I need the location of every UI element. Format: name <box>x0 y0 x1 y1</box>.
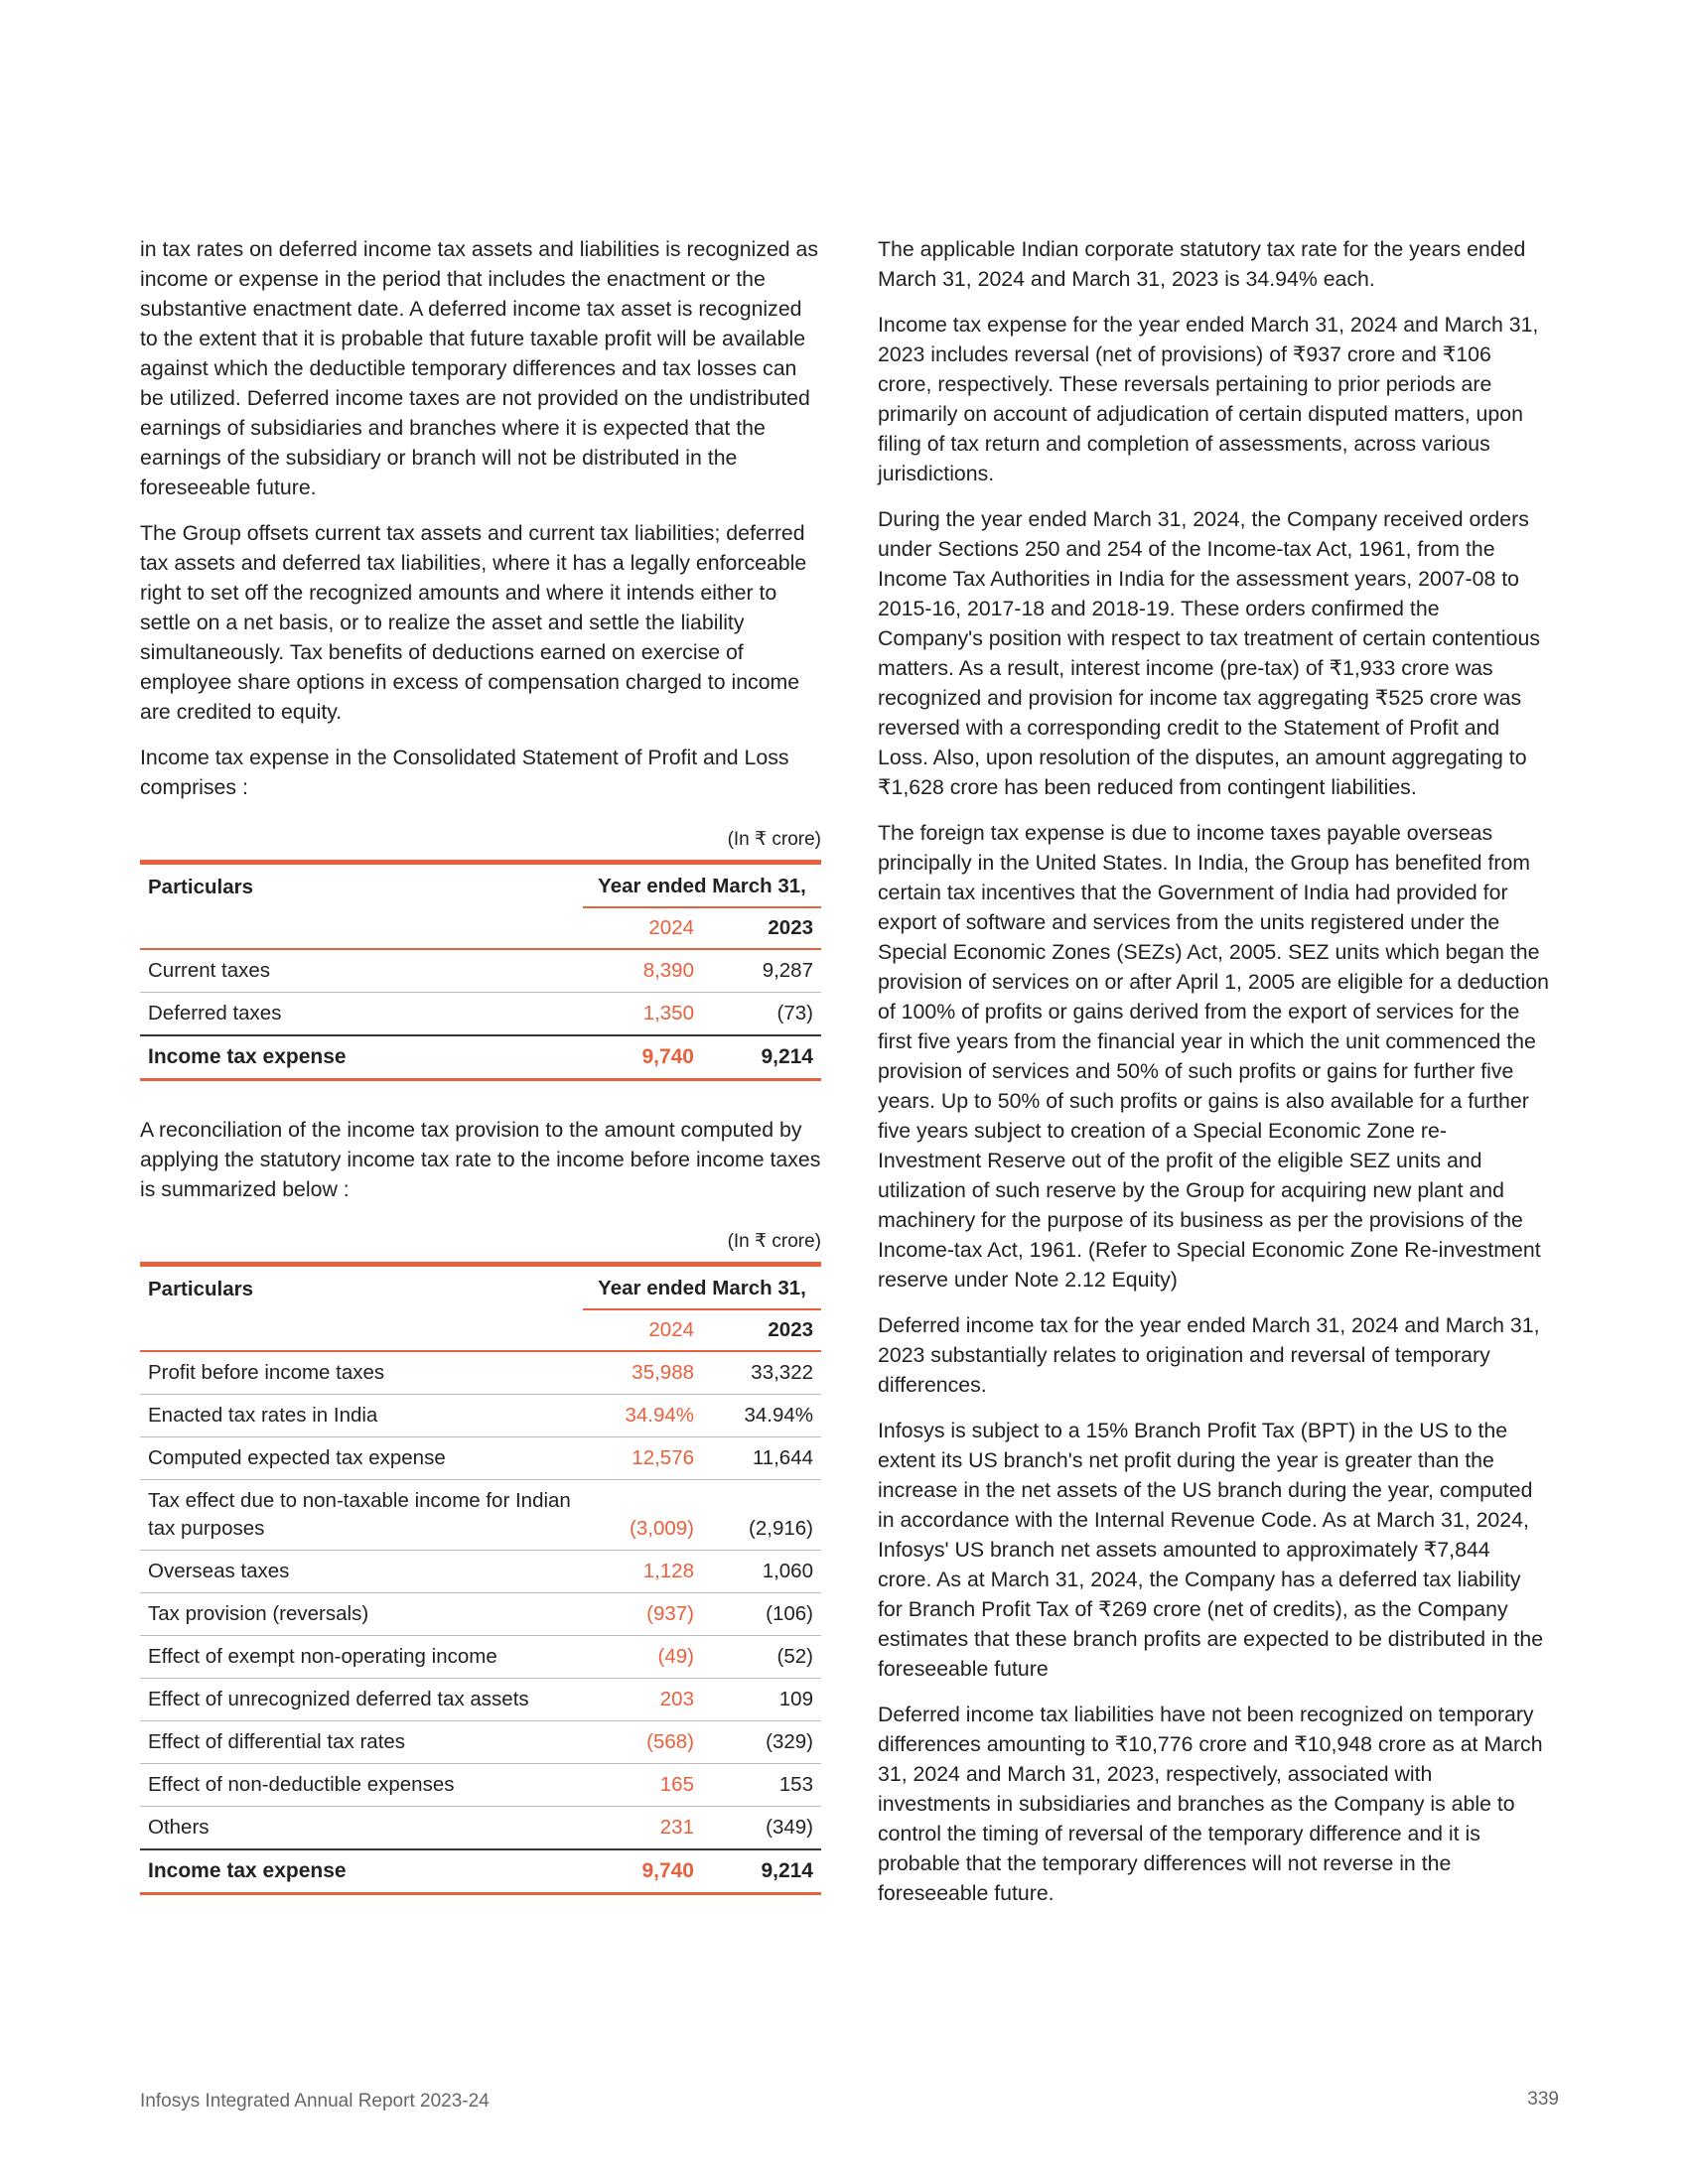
table-row <box>140 1480 821 1551</box>
row-label: Deferred taxes <box>148 1002 282 1024</box>
page-number: 339 <box>1527 2089 1559 2110</box>
paragraph: The applicable Indian corporate statutory tax rate for the years ended March 31, 2024 and March 31, 2023 is 34.94% each. <box>878 237 1526 291</box>
row-label: Effect of differential tax rates <box>140 1721 583 1764</box>
total-label: Income tax expense <box>140 1849 583 1894</box>
row-label: Overseas taxes <box>140 1551 583 1593</box>
value-2024: (568) <box>583 1721 702 1764</box>
table-row <box>140 1551 821 1593</box>
table-total-row <box>140 1035 821 1080</box>
value-2024: 35,988 <box>583 1351 702 1395</box>
value-2023: 11,644 <box>702 1437 821 1480</box>
value-2024: 231 <box>659 1816 694 1839</box>
paragraph: Income tax expense for the year ended March 31, 2024 and March 31, 2023 includes reversal (net of provisions) of ₹937 crore and ₹106 crore, respectively. These reversals pertaining to prior periods are primarily on account of adjudication of certain disputed matters, upon filing of tax return and completion of assessments, across various jurisdictions. <box>878 313 1539 485</box>
row-label: Computed expected tax expense <box>140 1437 583 1480</box>
value-2024: 8,390 <box>583 949 702 993</box>
column-header-particulars: Particulars <box>140 1265 583 1310</box>
row-label: Tax effect due to non-taxable income for Indian tax purposes <box>140 1480 583 1551</box>
table-row <box>140 1636 821 1679</box>
income-tax-expense-table <box>140 860 821 1081</box>
table-unit-label: (In ₹ crore) <box>727 1231 821 1252</box>
column-header-year-group: Year ended March 31, <box>583 1265 821 1310</box>
paragraph: Deferred income tax for the year ended March 31, 2024 and March 31, 2023 substantially relates to origination and reversal of temporary differences. <box>878 1313 1540 1397</box>
paragraph: Income tax expense in the Consolidated Statement of Profit and Loss comprises : <box>140 746 789 799</box>
total-2023: 9,214 <box>702 1035 821 1080</box>
right-column <box>878 234 1549 1924</box>
value-2023: 153 <box>702 1764 821 1807</box>
table-row <box>140 1721 821 1764</box>
row-label: Effect of unrecognized deferred tax assets <box>140 1679 583 1721</box>
table-row <box>140 949 821 993</box>
paragraph: in tax rates on deferred income tax assets and liabilities is recognized as income or expense in the period that includes the enactment or the substantive enactment date. A deferred income tax asset is recognized to the extent that it is probable that future taxable profit will be available against which the deductible temporary differences and tax losses can be utilized. Deferred income taxes are not provided on the undistributed earnings of subsidiaries and branches where it is expected that the earnings of the subsidiary or branch will not be distributed in the foreseeable future. <box>140 237 819 499</box>
total-label: Income tax expense <box>140 1035 583 1080</box>
paragraph: Deferred income tax liabilities have not been recognized on temporary differences amounting to ₹10,776 crore and ₹10,948 crore as at March 31, 2024 and March 31, 2023, respectively, associated with investments in subsidiaries and branches as the Company is able to control the timing of reversal of the temporary difference and it is probable that the temporary differences will not reverse in the foreseeable future. <box>878 1703 1543 1905</box>
table-total-row <box>140 1849 821 1894</box>
row-label: Effect of non-deductible expenses <box>140 1764 583 1807</box>
column-header-year-group: Year ended March 31, <box>583 863 821 908</box>
tax-reconciliation-table <box>140 1262 821 1895</box>
total-2024: 9,740 <box>583 1849 702 1894</box>
paragraph: The foreign tax expense is due to income taxes payable overseas principally in the United States. In India, the Group has benefited from certain tax incentives that the Government of India had provided for export of software and services from the units registered under the Special Economic Zones (SEZs) Act, 2005. SEZ units which began the provision of services on or after April 1, 2005 are eligible for a deduction of 100% of profits or gains derived from the export of services for the first five years from the financial year in which the unit commenced the provision of services and 50% of such profits or gains for further five years. Up to 50% of such profits or gains is also available for a further five years subject to creation of a Special Economic Zone re-Investment Reserve out of the profit of the eligible SEZ units and utilization of such reserve by the Group for acquiring new plant and machinery for the purpose of its business as per the provisions of the Income-tax Act, 1961. (Refer to Special Economic Zone Re-investment reserve under Note 2.12 Equity) <box>878 821 1549 1292</box>
value-2023: 9,287 <box>702 949 821 993</box>
value-2023: (73) <box>776 1002 813 1024</box>
value-2024: 1,350 <box>642 1002 694 1024</box>
table-row <box>140 1764 821 1807</box>
table-row <box>140 1807 821 1850</box>
paragraph: The Group offsets current tax assets and current tax liabilities; deferred tax assets and deferred tax liabilities, where it has a legally enforceable right to set off the recognized amounts and where it intends either to settle on a net basis, or to realize the asset and settle the liability simultaneously. Tax benefits of deductions earned on exercise of employee share options in excess of compensation charged to income are credited to equity. <box>140 521 807 724</box>
left-column <box>140 234 821 1895</box>
footer-report-title: Infosys Integrated Annual Report 2023-24 <box>140 2091 490 2112</box>
value-2023: 1,060 <box>702 1551 821 1593</box>
row-label: Enacted tax rates in India <box>140 1395 583 1437</box>
column-header-2024: 2024 <box>583 907 702 949</box>
value-2023: (2,916) <box>702 1480 821 1551</box>
value-2024: (3,009) <box>583 1480 702 1551</box>
table-row <box>140 1351 821 1395</box>
row-label: Tax provision (reversals) <box>140 1593 583 1636</box>
column-header-2024: 2024 <box>583 1309 702 1351</box>
paragraph: A reconciliation of the income tax provision to the amount computed by applying the statutory income tax rate to the income before income taxes is summarized below : <box>140 1118 821 1201</box>
table-row <box>140 1395 821 1437</box>
paragraph: Infosys is subject to a 15% Branch Profit Tax (BPT) in the US to the extent its US branch's net profit during the year is greater than the increase in the net assets of the US branch during the year, computed in accordance with the Internal Revenue Code. As at March 31, 2024, Infosys' US branch net assets amounted to approximately ₹7,844 crore. As at March 31, 2024, the Company has a deferred tax liability for Branch Profit Tax of ₹269 crore (net of credits), as the Company estimates that these branch profits are expected to be distributed in the foreseeable future <box>878 1419 1544 1681</box>
table-row <box>140 993 821 1036</box>
table-row <box>140 1437 821 1480</box>
table-unit-label: (In ₹ crore) <box>727 829 821 850</box>
value-2024: (49) <box>583 1636 702 1679</box>
value-2023: (349) <box>766 1816 813 1839</box>
column-header-2023: 2023 <box>702 1309 821 1351</box>
value-2023: (52) <box>702 1636 821 1679</box>
value-2024: 12,576 <box>583 1437 702 1480</box>
value-2023: (106) <box>702 1593 821 1636</box>
total-2024: 9,740 <box>583 1035 702 1080</box>
value-2023: (329) <box>702 1721 821 1764</box>
value-2024: 203 <box>583 1679 702 1721</box>
column-header-particulars: Particulars <box>140 863 583 908</box>
table-row <box>140 1679 821 1721</box>
value-2024: 165 <box>583 1764 702 1807</box>
value-2024: (937) <box>583 1593 702 1636</box>
value-2023: 109 <box>702 1679 821 1721</box>
value-2023: 33,322 <box>702 1351 821 1395</box>
value-2024: 1,128 <box>583 1551 702 1593</box>
table-row <box>140 1593 821 1636</box>
row-label: Effect of exempt non-operating income <box>140 1636 583 1679</box>
total-2023: 9,214 <box>702 1849 821 1894</box>
row-label: Profit before income taxes <box>140 1351 583 1395</box>
value-2024: 34.94% <box>583 1395 702 1437</box>
value-2023: 34.94% <box>702 1395 821 1437</box>
paragraph: During the year ended March 31, 2024, the Company received orders under Sections 250 and 254 of the Income-tax Act, 1961, from the Income Tax Authorities in India for the assessment years, 2007-08 to 2015-16, 2017-18 and 2018-19. These orders confirmed the Company's position with respect to tax treatment of certain contentious matters. As a result, interest income (pre-tax) of ₹1,933 crore was recognized and provision for income tax aggregating ₹525 crore was reversed with a corresponding credit to the Statement of Profit and Loss. Also, upon resolution of the disputes, an amount aggregating to ₹1,628 crore has been reduced from contingent liabilities. <box>878 507 1540 799</box>
column-header-2023: 2023 <box>702 907 821 949</box>
row-label: Others <box>148 1816 210 1839</box>
row-label: Current taxes <box>140 949 583 993</box>
